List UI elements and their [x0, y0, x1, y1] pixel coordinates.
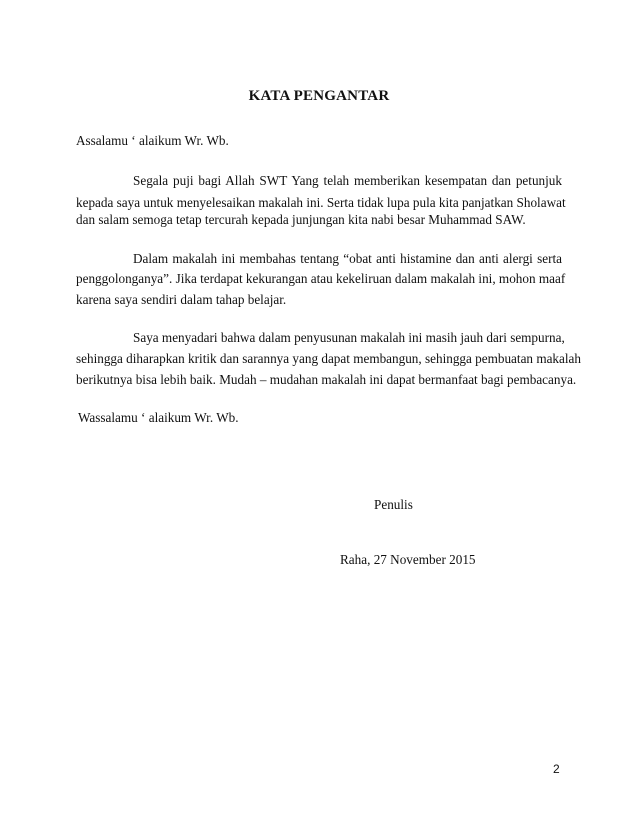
place-date: Raha, 27 November 2015 — [340, 552, 476, 567]
closing-text: Wassalamu ‘ alaikum Wr. Wb. — [78, 410, 239, 425]
paragraph-2-line-3: karena saya sendiri dalam tahap belajar. — [76, 292, 287, 307]
paragraph-2-line-2: penggolonganya”. Jika terdapat kekurangan atau kekeliruan dalam makalah ini, mohon maaf — [76, 271, 566, 286]
author-label: Penulis — [374, 497, 413, 512]
paragraph-1-line-3: dan salam semoga tetap tercurah kepada junjungan kita nabi besar Muhammad SAW. — [76, 212, 526, 227]
greeting-text: Assalamu ‘ alaikum Wr. Wb. — [76, 133, 229, 148]
page-title: KATA PENGANTAR — [248, 88, 390, 104]
paragraph-1-line-2: kepada saya untuk menyelesaikan makalah ini. Serta tidak lupa pula kita panjatkan Sholawat — [76, 195, 566, 210]
paragraph-2-line-1: Dalam makalah ini membahas tentang “obat anti histamine dan anti alergi serta — [133, 251, 562, 266]
paragraph-3-line-2: sehingga diharapkan kritik dan sarannya yang dapat membangun, sehingga pembuatan makalah — [76, 351, 581, 366]
paragraph-3-line-1: Saya menyadari bahwa dalam penyusunan makalah ini masih jauh dari sempurna, — [133, 330, 565, 345]
paragraph-3-line-3: berikutnya bisa lebih baik. Mudah – mudahan makalah ini dapat bermanfaat bagi pembacanya. — [76, 372, 577, 387]
page-number: 2 — [553, 762, 560, 776]
paragraph-1-line-1: Segala puji bagi Allah SWT Yang telah memberikan kesempatan dan petunjuk — [133, 173, 562, 188]
